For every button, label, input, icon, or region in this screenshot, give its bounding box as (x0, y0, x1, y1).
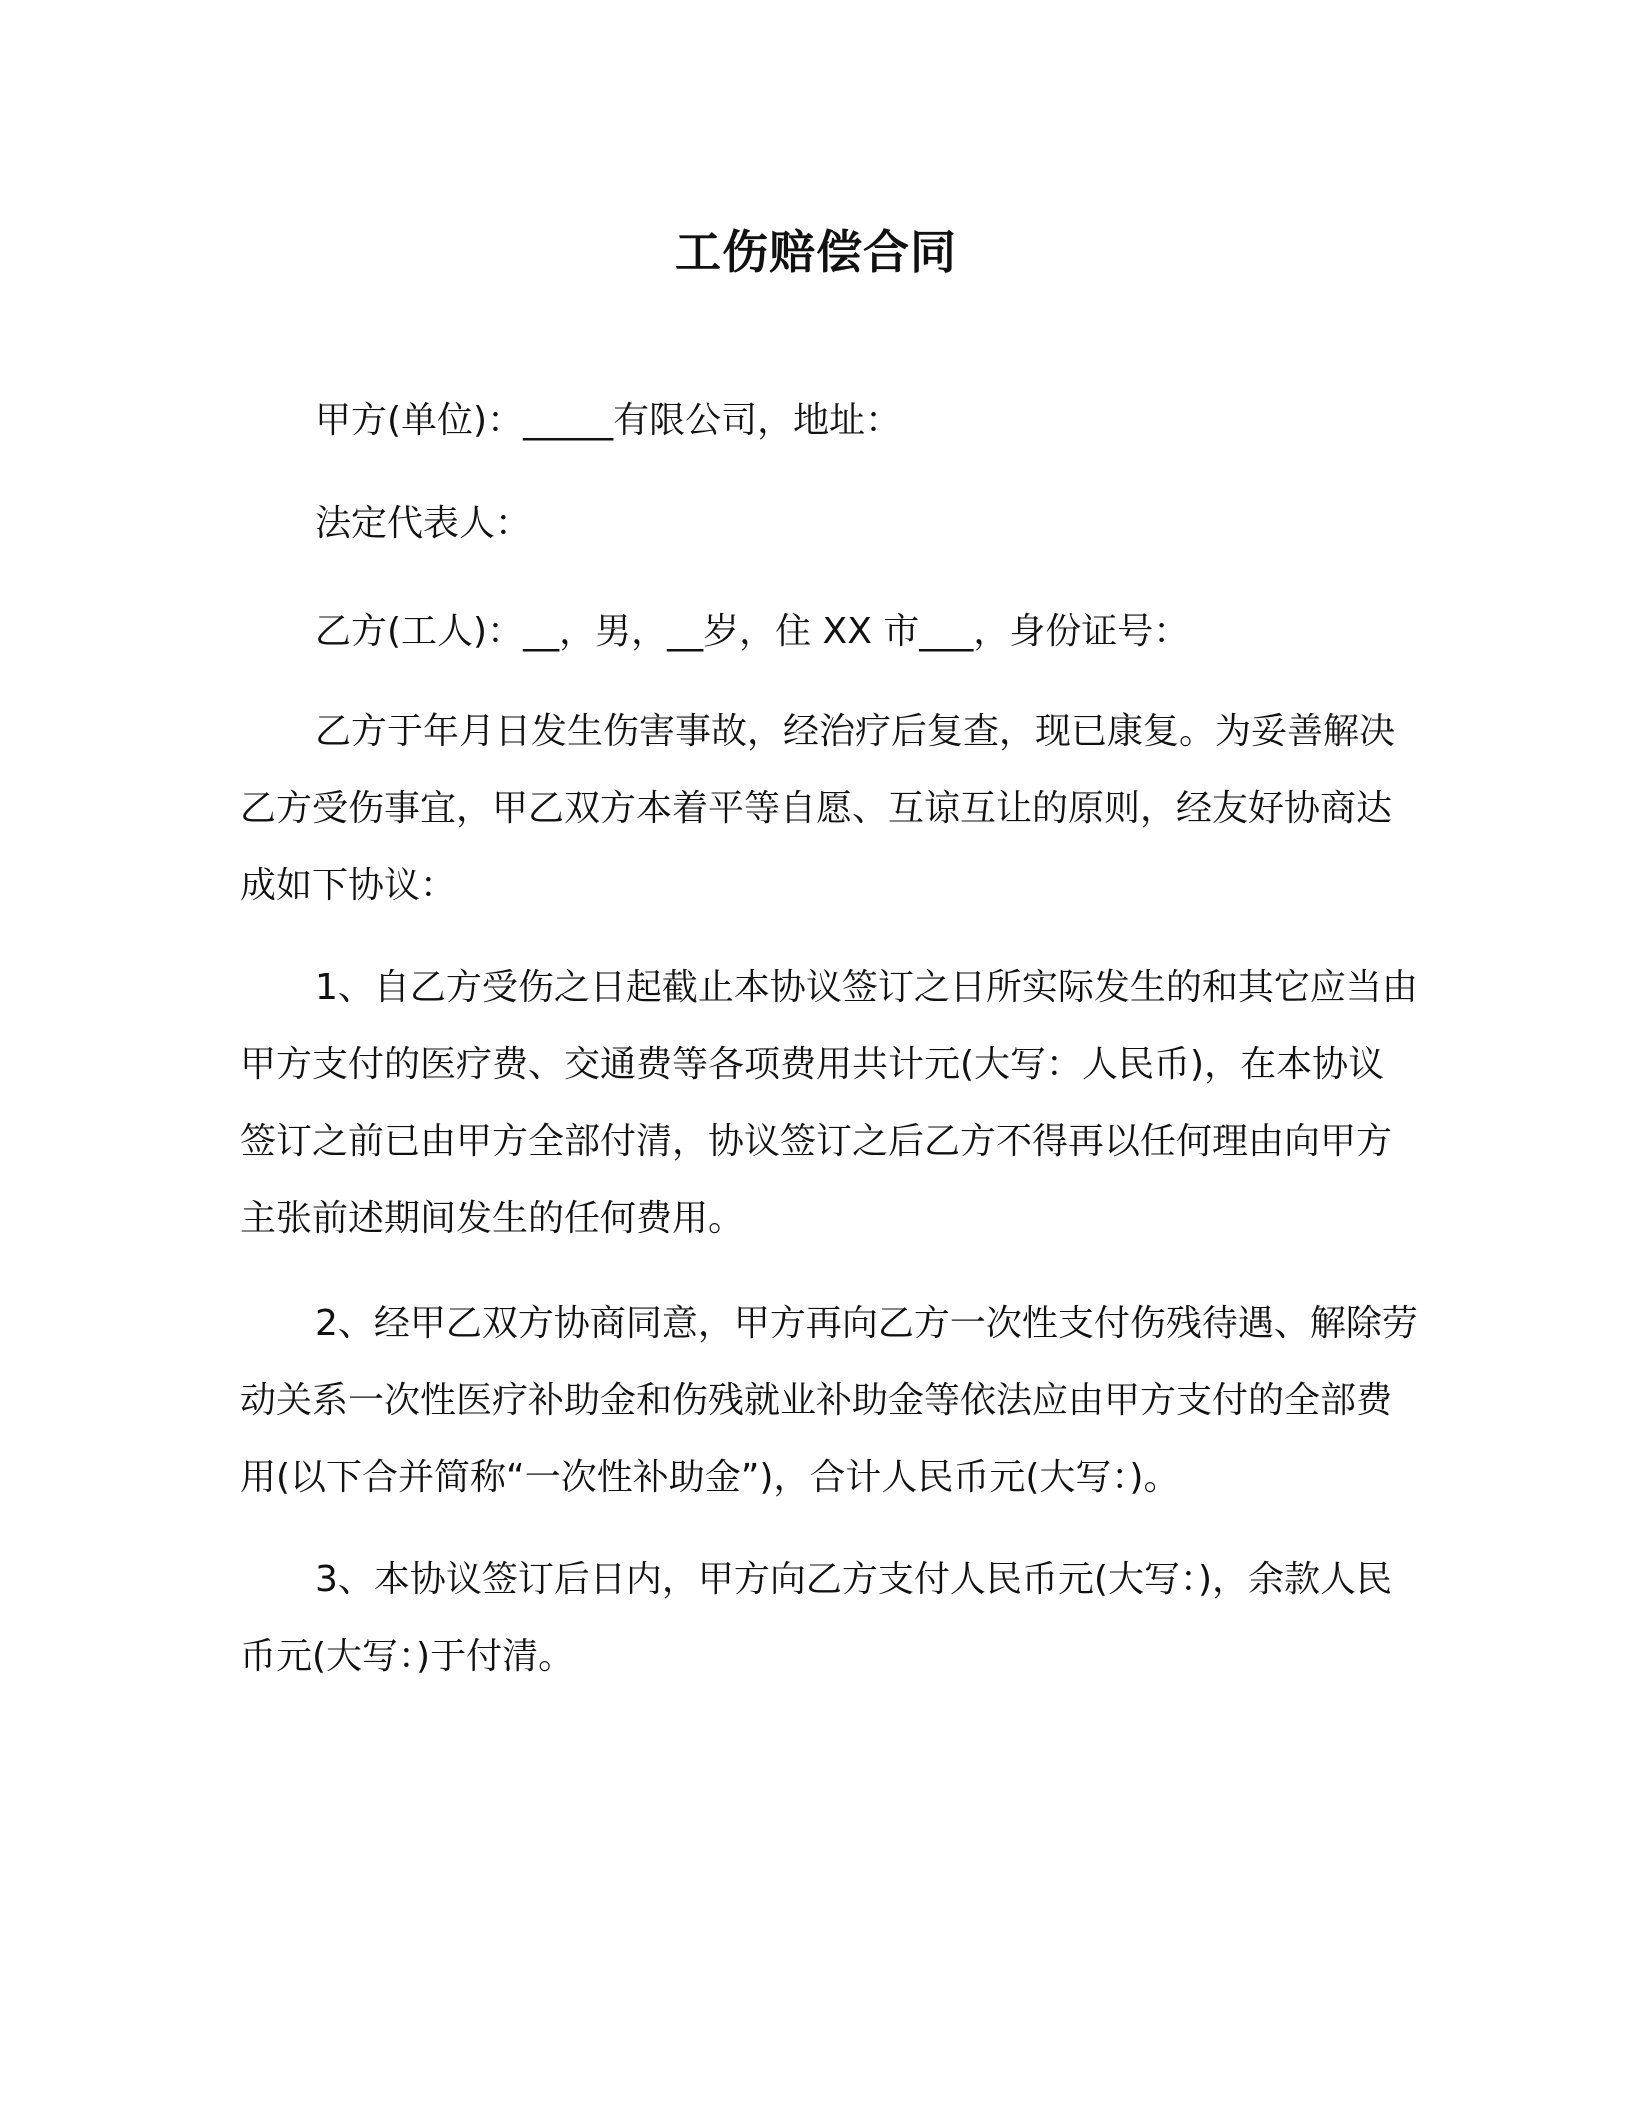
clause-2: 2、经甲乙双方协商同意，甲方再向乙方一次性支付伤残待遇、解除劳动关系一次性医疗补助金和伤残就业补助金等依法应由甲方支付的全部费用(以下合并简称“一次性补助金”)，合计人民币元(大写：)。 (240, 1303, 1418, 1498)
document-title: 工伤赔偿合同 (675, 225, 957, 279)
party-b-line: 乙方(工人)：__，男，__岁，住 XX 市___，身份证号： (315, 611, 1190, 652)
intro-paragraph: 乙方于年月日发生伤害事故，经治疗后复查，现已康复。为妥善解决乙方受伤事宜，甲乙双方本着平等自愿、互谅互让的原则，经友好协商达成如下协议： (240, 711, 1396, 906)
legal-representative-line: 法定代表人： (315, 503, 532, 544)
clause-3: 3、本协议签订后日内，甲方向乙方支付人民币元(大写：)，余款人民币元(大写：)于付清。 (240, 1559, 1392, 1677)
clause-1: 1、自乙方受伤之日起截止本协议签订之日所实际发生的和其它应当由甲方支付的医疗费、交通费等各项费用共计元(大写：人民币)，在本协议签订之前已由甲方全部付清，协议签订之后乙方不得再以任何理由向甲方主张前述期间发生的任何费用。 (240, 967, 1418, 1239)
party-a-line: 甲方(单位)：_____有限公司，地址： (315, 400, 902, 441)
